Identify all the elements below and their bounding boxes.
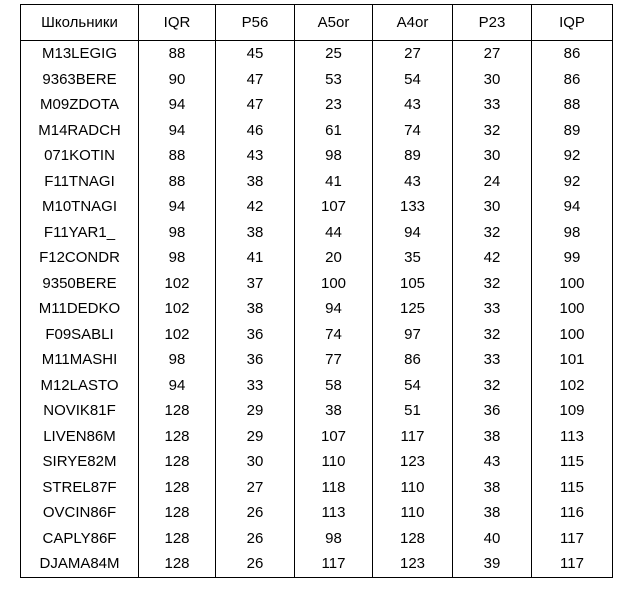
score-cell: 40 — [453, 526, 532, 552]
table-row — [21, 373, 613, 399]
score-cell: 77 — [295, 347, 373, 373]
table-row — [21, 296, 613, 322]
column-header: A5or — [295, 5, 373, 41]
table-row — [21, 526, 613, 552]
score-cell: 86 — [532, 41, 613, 67]
score-cell: 42 — [453, 245, 532, 271]
score-cell: 32 — [453, 373, 532, 399]
score-cell: 94 — [139, 92, 216, 118]
score-cell: 97 — [373, 322, 453, 348]
table-row — [21, 347, 613, 373]
score-cell: 29 — [216, 398, 295, 424]
score-cell: 86 — [532, 67, 613, 93]
score-cell: 98 — [295, 143, 373, 169]
score-cell: 100 — [532, 322, 613, 348]
score-cell: 128 — [139, 475, 216, 501]
students-scores-table — [20, 4, 613, 578]
score-cell: 128 — [139, 500, 216, 526]
score-cell: 54 — [373, 373, 453, 399]
score-cell: 45 — [216, 41, 295, 67]
score-cell: 94 — [532, 194, 613, 220]
score-cell: 94 — [139, 373, 216, 399]
score-cell: 30 — [453, 67, 532, 93]
score-cell: 117 — [532, 551, 613, 577]
student-code-cell: M12LASTO — [21, 373, 139, 399]
student-code-cell: LIVEN86M — [21, 424, 139, 450]
table-header-row — [21, 5, 613, 41]
score-cell: 125 — [373, 296, 453, 322]
score-cell: 27 — [216, 475, 295, 501]
table-row — [21, 143, 613, 169]
column-header: P56 — [216, 5, 295, 41]
score-cell: 33 — [453, 296, 532, 322]
score-cell: 115 — [532, 449, 613, 475]
score-cell: 47 — [216, 92, 295, 118]
score-cell: 37 — [216, 271, 295, 297]
score-cell: 88 — [139, 41, 216, 67]
score-cell: 101 — [532, 347, 613, 373]
score-cell: 105 — [373, 271, 453, 297]
score-cell: 33 — [216, 373, 295, 399]
score-cell: 115 — [532, 475, 613, 501]
score-cell: 88 — [532, 92, 613, 118]
score-cell: 46 — [216, 118, 295, 144]
score-cell: 41 — [216, 245, 295, 271]
score-cell: 107 — [295, 194, 373, 220]
score-cell: 133 — [373, 194, 453, 220]
student-code-cell: 9363BERE — [21, 67, 139, 93]
table-row — [21, 398, 613, 424]
score-cell: 123 — [373, 449, 453, 475]
score-cell: 100 — [532, 271, 613, 297]
student-code-cell: 071KOTIN — [21, 143, 139, 169]
score-cell: 102 — [532, 373, 613, 399]
score-cell: 99 — [532, 245, 613, 271]
score-cell: 29 — [216, 424, 295, 450]
score-cell: 43 — [373, 92, 453, 118]
score-cell: 113 — [532, 424, 613, 450]
score-cell: 128 — [139, 398, 216, 424]
score-cell: 36 — [216, 322, 295, 348]
score-cell: 128 — [373, 526, 453, 552]
student-code-cell: STREL87F — [21, 475, 139, 501]
score-cell: 89 — [373, 143, 453, 169]
score-cell: 128 — [139, 449, 216, 475]
score-cell: 117 — [532, 526, 613, 552]
score-cell: 92 — [532, 169, 613, 195]
score-cell: 110 — [373, 475, 453, 501]
score-cell: 38 — [216, 296, 295, 322]
score-cell: 92 — [532, 143, 613, 169]
column-header: Школьники — [21, 5, 139, 41]
score-cell: 98 — [139, 220, 216, 246]
score-cell: 38 — [453, 475, 532, 501]
score-cell: 41 — [295, 169, 373, 195]
score-cell: 25 — [295, 41, 373, 67]
score-cell: 38 — [216, 220, 295, 246]
score-cell: 94 — [373, 220, 453, 246]
score-cell: 23 — [295, 92, 373, 118]
score-cell: 42 — [216, 194, 295, 220]
score-cell: 74 — [295, 322, 373, 348]
score-cell: 117 — [373, 424, 453, 450]
student-code-cell: F09SABLI — [21, 322, 139, 348]
student-code-cell: F11YAR1_ — [21, 220, 139, 246]
table-row — [21, 424, 613, 450]
student-code-cell: SIRYE82M — [21, 449, 139, 475]
score-cell: 116 — [532, 500, 613, 526]
score-cell: 110 — [295, 449, 373, 475]
score-cell: 98 — [532, 220, 613, 246]
score-cell: 98 — [139, 245, 216, 271]
score-cell: 36 — [453, 398, 532, 424]
score-cell: 47 — [216, 67, 295, 93]
score-cell: 54 — [373, 67, 453, 93]
score-cell: 90 — [139, 67, 216, 93]
table-row — [21, 41, 613, 67]
score-cell: 102 — [139, 296, 216, 322]
score-cell: 24 — [453, 169, 532, 195]
column-header: P23 — [453, 5, 532, 41]
score-cell: 113 — [295, 500, 373, 526]
column-header: IQR — [139, 5, 216, 41]
score-cell: 58 — [295, 373, 373, 399]
table-body — [21, 41, 613, 578]
table-row — [21, 169, 613, 195]
student-code-cell: M10TNAGI — [21, 194, 139, 220]
score-cell: 53 — [295, 67, 373, 93]
score-cell: 98 — [295, 526, 373, 552]
score-cell: 39 — [453, 551, 532, 577]
student-code-cell: F11TNAGI — [21, 169, 139, 195]
table-row — [21, 220, 613, 246]
score-cell: 98 — [139, 347, 216, 373]
score-cell: 32 — [453, 220, 532, 246]
student-code-cell: M11DEDKO — [21, 296, 139, 322]
score-cell: 30 — [453, 143, 532, 169]
score-cell: 33 — [453, 347, 532, 373]
score-cell: 102 — [139, 322, 216, 348]
score-cell: 27 — [373, 41, 453, 67]
student-code-cell: CAPLY86F — [21, 526, 139, 552]
score-cell: 74 — [373, 118, 453, 144]
score-cell: 94 — [139, 118, 216, 144]
score-cell: 89 — [532, 118, 613, 144]
table-row — [21, 118, 613, 144]
column-header: A4or — [373, 5, 453, 41]
score-cell: 30 — [216, 449, 295, 475]
score-cell: 27 — [453, 41, 532, 67]
score-cell: 38 — [453, 424, 532, 450]
student-code-cell: DJAMA84M — [21, 551, 139, 577]
score-cell: 43 — [216, 143, 295, 169]
score-cell: 109 — [532, 398, 613, 424]
score-cell: 128 — [139, 526, 216, 552]
student-code-cell: M13LEGIG — [21, 41, 139, 67]
score-cell: 100 — [532, 296, 613, 322]
score-cell: 33 — [453, 92, 532, 118]
student-code-cell: F12CONDR — [21, 245, 139, 271]
student-code-cell: NOVIK81F — [21, 398, 139, 424]
column-header: IQP — [532, 5, 613, 41]
score-cell: 43 — [453, 449, 532, 475]
table-row — [21, 271, 613, 297]
score-cell: 32 — [453, 271, 532, 297]
score-cell: 86 — [373, 347, 453, 373]
score-cell: 102 — [139, 271, 216, 297]
table-row — [21, 194, 613, 220]
score-cell: 38 — [295, 398, 373, 424]
score-cell: 35 — [373, 245, 453, 271]
table-row — [21, 449, 613, 475]
score-cell: 38 — [216, 169, 295, 195]
score-cell: 30 — [453, 194, 532, 220]
score-cell: 100 — [295, 271, 373, 297]
student-code-cell: M14RADCH — [21, 118, 139, 144]
score-cell: 38 — [453, 500, 532, 526]
student-code-cell: M11MASHI — [21, 347, 139, 373]
student-code-cell: 9350BERE — [21, 271, 139, 297]
score-cell: 32 — [453, 118, 532, 144]
score-cell: 118 — [295, 475, 373, 501]
score-cell: 107 — [295, 424, 373, 450]
score-cell: 51 — [373, 398, 453, 424]
table-row — [21, 67, 613, 93]
score-cell: 26 — [216, 551, 295, 577]
score-cell: 36 — [216, 347, 295, 373]
score-cell: 44 — [295, 220, 373, 246]
score-cell: 20 — [295, 245, 373, 271]
score-cell: 88 — [139, 143, 216, 169]
score-cell: 32 — [453, 322, 532, 348]
score-cell: 88 — [139, 169, 216, 195]
student-code-cell: M09ZDOTA — [21, 92, 139, 118]
score-cell: 43 — [373, 169, 453, 195]
table-row — [21, 245, 613, 271]
score-cell: 26 — [216, 526, 295, 552]
score-cell: 61 — [295, 118, 373, 144]
score-cell: 94 — [139, 194, 216, 220]
table-row — [21, 92, 613, 118]
score-cell: 128 — [139, 551, 216, 577]
table-row — [21, 500, 613, 526]
score-cell: 117 — [295, 551, 373, 577]
score-cell: 110 — [373, 500, 453, 526]
table-row — [21, 475, 613, 501]
score-cell: 94 — [295, 296, 373, 322]
table-row — [21, 551, 613, 577]
table-row — [21, 322, 613, 348]
score-cell: 128 — [139, 424, 216, 450]
score-cell: 26 — [216, 500, 295, 526]
score-cell: 123 — [373, 551, 453, 577]
student-code-cell: OVCIN86F — [21, 500, 139, 526]
